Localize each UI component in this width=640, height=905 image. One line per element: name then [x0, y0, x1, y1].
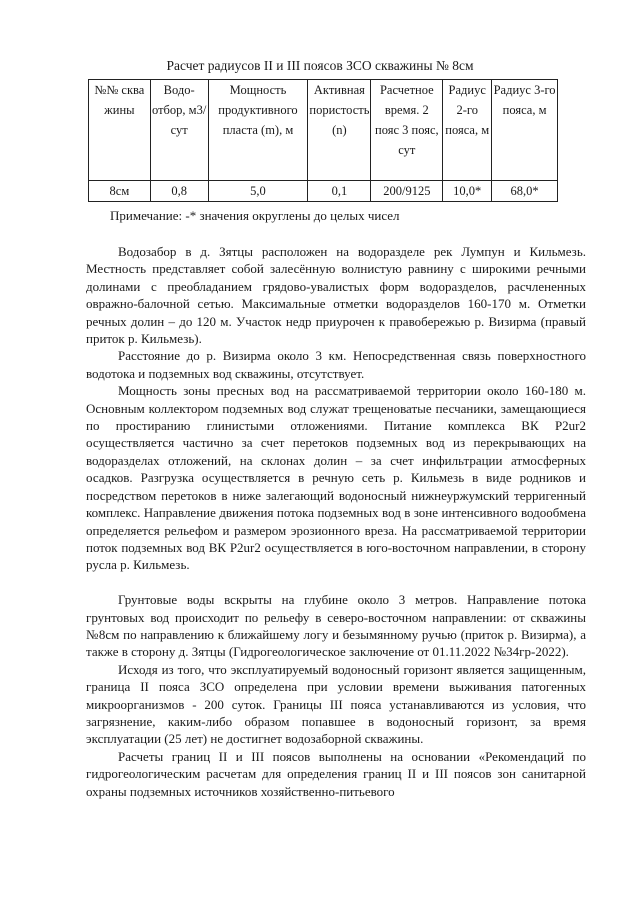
table-row	[89, 181, 558, 202]
paragraph-location: Водозабор в д. Зятцы расположен на водоразделе рек Лумпун и Кильмезь. Местность представляет собой залесённую волнистую равнину с широкими речными долинами с преобладанием грядово-увалистых форм водоразделов, расчлененных овражно-балочной сетью. Максимальные отметки водоразделов 160-170 м. Отметки речных долин – до 120 м. Участок недр приурочен к правобережью р. Визирма (правый приток р. Кильмезь).	[86, 244, 586, 347]
paragraph-zone-boundaries: Исходя из того, что эксплуатируемый водоносный горизонт является защищенным, граница II пояса ЗСО определена при условии времени выживания патогенных микроорганизмов - 200 суток. Границы III пояса устанавливаются из условия, что загрязнение, каким-либо образом попавшее в водоносный горизонт, за время эксплуатации (25 лет) не достигнет водозаборной скважины.	[86, 661, 586, 747]
cell-radius-zone-2: 10,0*	[443, 181, 492, 202]
page-title: Расчет радиусов II и III поясов ЗСО скважины № 8см	[166, 58, 474, 73]
paragraph-fresh-water-zone: Мощность зоны пресных вод на рассматриваемой территории около 160-180 м. Основным коллектором подземных вод служат трещеноватые песчаники, замещающиеся по простиранию глинистыми отложениями. Питание комплекса ВК P2ur2 осуществляется частично за счет перетоков подземных вод из перекрывающих на водоразделах отложений, на склонах долин – за счет инфильтрации атмосферных осадков. Разгрузка осуществляется в речную сеть р. Кильмезь в виде родников и посредством перетоков в ниже залегающий водоносный нижнеуржумский терригенный комплекс. Направление движения потока подземных вод в зоне интенсивного водообмена определяется рельефом и размером эрозионного вреза. На рассматриваемой территории поток подземных вод ВК P2ur2 осуществляется в юго-восточном направлении, в сторону русла р. Кильмезь.	[86, 383, 586, 573]
cell-radius-zone-3: 68,0*	[492, 181, 558, 202]
paragraph-calculations: Расчеты границ II и III поясов выполнены на основании «Рекомендаций по гидрогеологическим расчетам для определения границ II и III поясов зон санитарной охраны подземных источников хозяйственно-питьевого	[86, 748, 586, 799]
cell-well-number: 8см	[89, 181, 151, 202]
cell-active-porosity: 0,1	[308, 181, 371, 202]
paragraph-river-distance: Расстояние до р. Визирма около 3 км. Непосредственная связь поверхностного водотока и подземных вод скважины, отсутствует.	[86, 348, 586, 381]
header-layer-thickness: Мощность продуктивного пласта (m), м	[208, 80, 308, 181]
body-text	[86, 243, 586, 800]
zso-radius-table	[88, 79, 558, 202]
header-calculated-time: Расчетное время. 2 пояс 3 пояс, сут	[371, 80, 443, 181]
paragraph-groundwater: Грунтовые воды вскрыты на глубине около 3 метров. Направление потока грунтовых вод происходит по рельефу в северо-восточном направлении: от скважины №8см по направлению к ближайшему логу и безымянному ручью (приток р. Визирма), а также в сторону д. Зятцы (Гидрогеологическое заключение от 01.11.2022 №34гр-2022).	[86, 592, 586, 660]
header-well-number: №№ сква жины	[89, 80, 151, 181]
cell-calculated-time: 200/9125	[371, 181, 443, 202]
header-radius-zone-2: Радиус 2-го пояса, м	[443, 80, 492, 181]
cell-water-intake: 0,8	[150, 181, 208, 202]
cell-layer-thickness: 5,0	[208, 181, 308, 202]
header-radius-zone-3: Радиус 3-го пояса, м	[492, 80, 558, 181]
header-water-intake: Водо-отбор, м3/сут	[150, 80, 208, 181]
header-active-porosity: Активная пористость (n)	[308, 80, 371, 181]
table-note: Примечание: -* значения округлены до целых чисел	[110, 208, 400, 223]
